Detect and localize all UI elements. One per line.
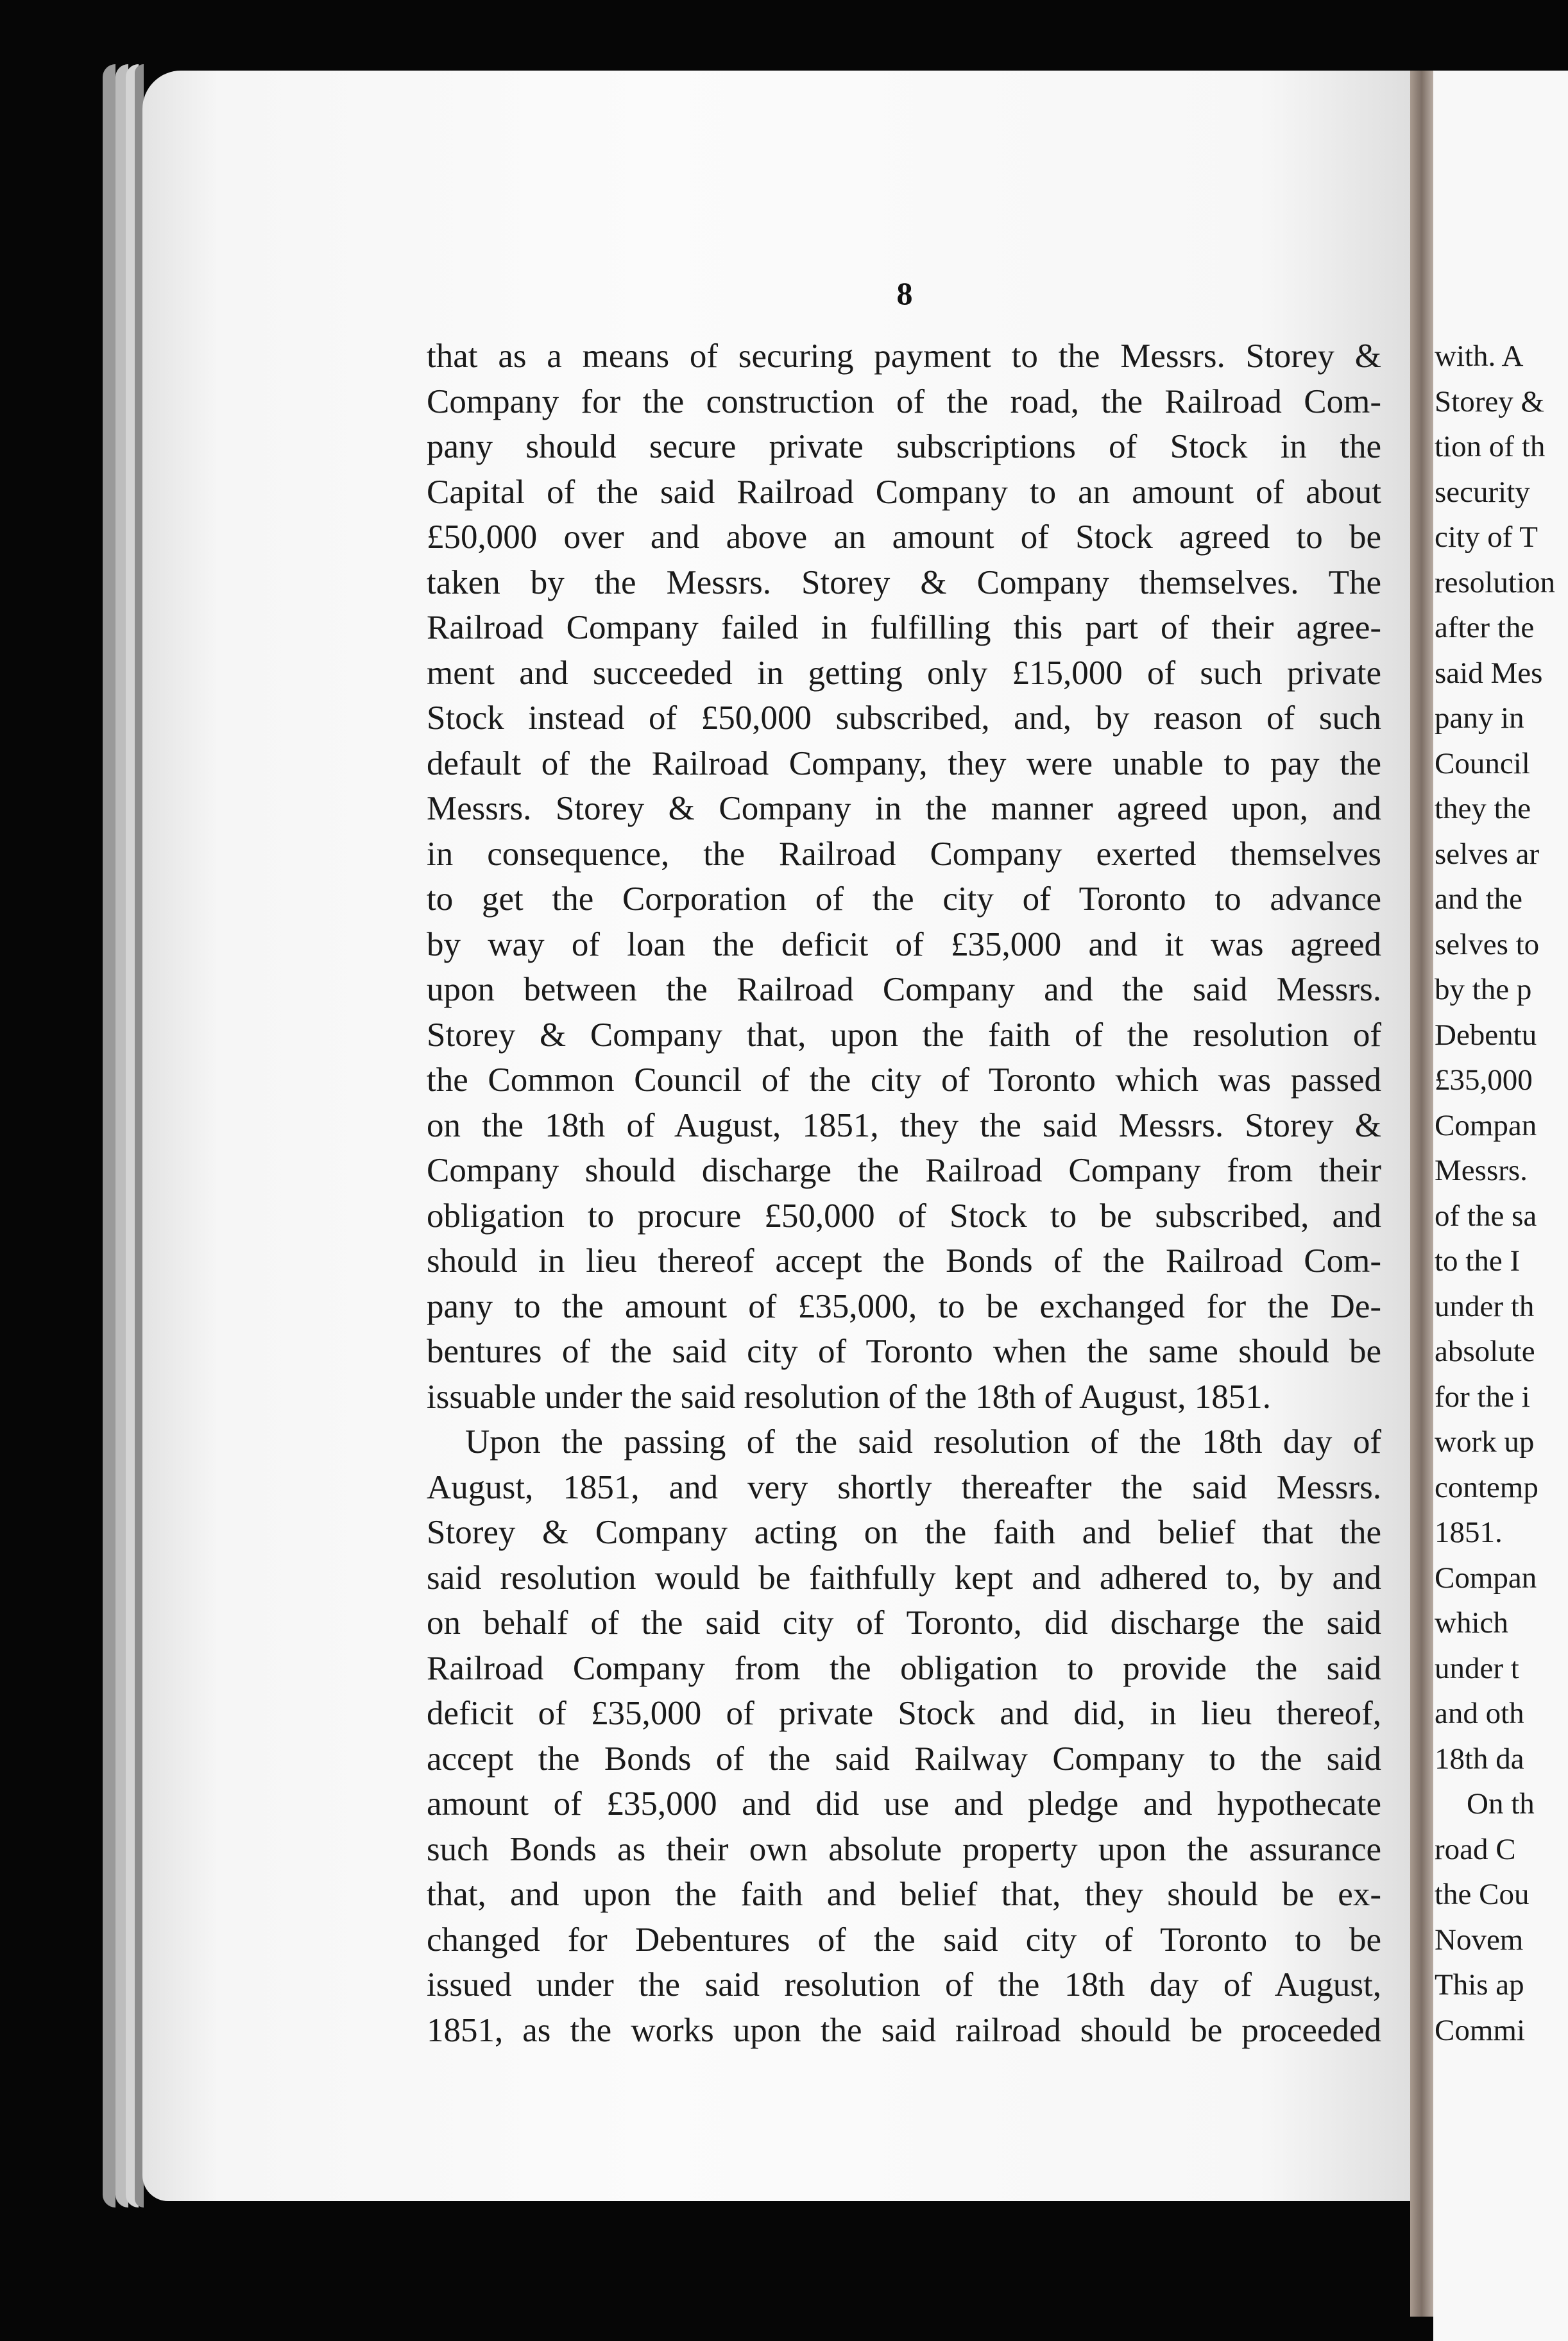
text-line: and oth	[1435, 1697, 1524, 1730]
text-line: Capital of the said Railroad Company to an amount of about	[427, 473, 1381, 511]
text-line: tion of th	[1435, 430, 1546, 463]
text-line: after the	[1435, 611, 1535, 644]
text-line: Upon the passing of the said resolution of the 18th day of	[465, 1423, 1381, 1461]
text-line: security	[1435, 475, 1530, 509]
text-line: Council	[1435, 746, 1530, 780]
text-line: Messrs.	[1435, 1154, 1528, 1187]
text-line: they the	[1435, 792, 1531, 825]
text-line: Company should discharge the Railroad Company from their	[427, 1152, 1381, 1189]
text-line: issued under the said resolution of the 18th day of August,	[427, 1966, 1381, 2003]
text-line: of the sa	[1435, 1199, 1537, 1233]
text-line: August, 1851, and very shortly thereafter the said Messrs.	[427, 1468, 1381, 1506]
text-line: taken by the Messrs. Storey & Company themselves. The	[427, 563, 1381, 601]
text-line: changed for Debentures of the said city of Toronto to be	[427, 1921, 1381, 1959]
text-line: Debentu	[1435, 1018, 1537, 1052]
text-line: issuable under the said resolution of the 18th of August, 1851.	[427, 1378, 1271, 1416]
text-line: said resolution would be faithfully kept and adhered to, by and	[427, 1559, 1381, 1597]
text-line: pany in	[1435, 701, 1524, 735]
text-line: ment and succeeded in getting only £15,000 of such private	[427, 654, 1381, 692]
text-line: 1851.	[1435, 1516, 1503, 1549]
text-line: that, and upon the faith and belief that, they should be ex-	[427, 1876, 1381, 1913]
text-line: deficit of £35,000 of private Stock and did, in lieu thereof,	[427, 1695, 1381, 1732]
body-text	[427, 334, 1381, 2053]
text-line: On th	[1467, 1787, 1535, 1821]
text-line: Storey & Company acting on the faith and belief that the	[427, 1514, 1381, 1551]
text-line: under th	[1435, 1289, 1535, 1323]
text-line: absolute	[1435, 1335, 1535, 1368]
text-line: by way of loan the deficit of £35,000 and it was agreed	[427, 925, 1381, 963]
text-line: £50,000 over and above an amount of Stock agreed to be	[427, 519, 1381, 556]
text-line: with. A	[1435, 339, 1524, 373]
text-line: Railroad Company failed in fulfilling this part of their agree-	[427, 609, 1381, 646]
text-line: 1851, as the works upon the said railroad should be proceeded	[427, 2011, 1381, 2049]
page-number: 8	[896, 275, 913, 311]
text-line: which	[1435, 1606, 1508, 1640]
text-line: the Cou	[1435, 1878, 1530, 1911]
text-line: said Mes	[1435, 656, 1543, 690]
text-line: to the I	[1435, 1244, 1521, 1278]
text-line: Novem	[1435, 1923, 1524, 1957]
text-line: on behalf of the said city of Toronto, did discharge the said	[427, 1604, 1381, 1642]
page-edge	[103, 64, 115, 2208]
text-line: should in lieu thereof accept the Bonds of the Railroad Com-	[427, 1242, 1381, 1280]
text-line: default of the Railroad Company, they were unable to pay the	[427, 744, 1381, 782]
text-line: and the	[1435, 882, 1523, 916]
text-line: Railroad Company from the obligation to provide the said	[427, 1649, 1381, 1687]
text-line: pany should secure private subscriptions of Stock in the	[427, 428, 1381, 465]
text-line: that as a means of securing payment to the Messrs. Storey &	[427, 338, 1381, 375]
text-line: upon between the Railroad Company and the said Messrs.	[427, 971, 1381, 1008]
text-line: Storey & Company that, upon the faith of the resolution of	[427, 1016, 1381, 1054]
text-line: accept the Bonds of the said Railway Company to the said	[427, 1740, 1381, 1778]
text-line: in consequence, the Railroad Company exerted themselves	[427, 835, 1381, 873]
text-line: Compan	[1435, 1561, 1537, 1595]
text-line: Compan	[1435, 1108, 1537, 1142]
text-line: work up	[1435, 1425, 1535, 1459]
text-line: amount of £35,000 and did use and pledge and hypothecate	[427, 1785, 1381, 1822]
text-line: by the p	[1435, 973, 1532, 1006]
text-line: Company for the construction of the road, the Railroad Com-	[427, 382, 1381, 420]
text-line: Commi	[1435, 2013, 1526, 2047]
text-line: 18th da	[1435, 1742, 1524, 1776]
text-line: Stock instead of £50,000 subscribed, and, by reason of such	[427, 699, 1381, 737]
right-page-text	[1435, 334, 1568, 2053]
text-line: for the i	[1435, 1380, 1530, 1414]
text-line: city of T	[1435, 520, 1538, 554]
text-line: to get the Corporation of the city of Toronto to advance	[427, 880, 1381, 918]
text-line: such Bonds as their own absolute property upon the assurance	[427, 1830, 1381, 1868]
text-line: resolution	[1435, 565, 1555, 599]
text-line: pany to the amount of £35,000, to be exchanged for the De-	[427, 1287, 1381, 1325]
text-line: £35,000	[1435, 1063, 1533, 1097]
text-line: selves ar	[1435, 837, 1540, 871]
text-line: Messrs. Storey & Company in the manner agreed upon, and	[427, 790, 1381, 827]
text-line: the Common Council of the city of Toronto which was passed	[427, 1061, 1381, 1099]
text-line: contemp	[1435, 1470, 1538, 1504]
text-line: under t	[1435, 1651, 1519, 1685]
text-line: This ap	[1435, 1968, 1524, 2002]
text-line: selves to	[1435, 927, 1540, 961]
text-line: road C	[1435, 1832, 1516, 1866]
text-line: Storey &	[1435, 384, 1545, 418]
text-line: obligation to procure £50,000 of Stock to be subscribed, and	[427, 1197, 1381, 1235]
text-line: on the 18th of August, 1851, they the said Messrs. Storey &	[427, 1106, 1381, 1144]
text-line: bentures of the said city of Toronto when the same should be	[427, 1333, 1381, 1370]
book-gutter	[1410, 71, 1433, 2317]
